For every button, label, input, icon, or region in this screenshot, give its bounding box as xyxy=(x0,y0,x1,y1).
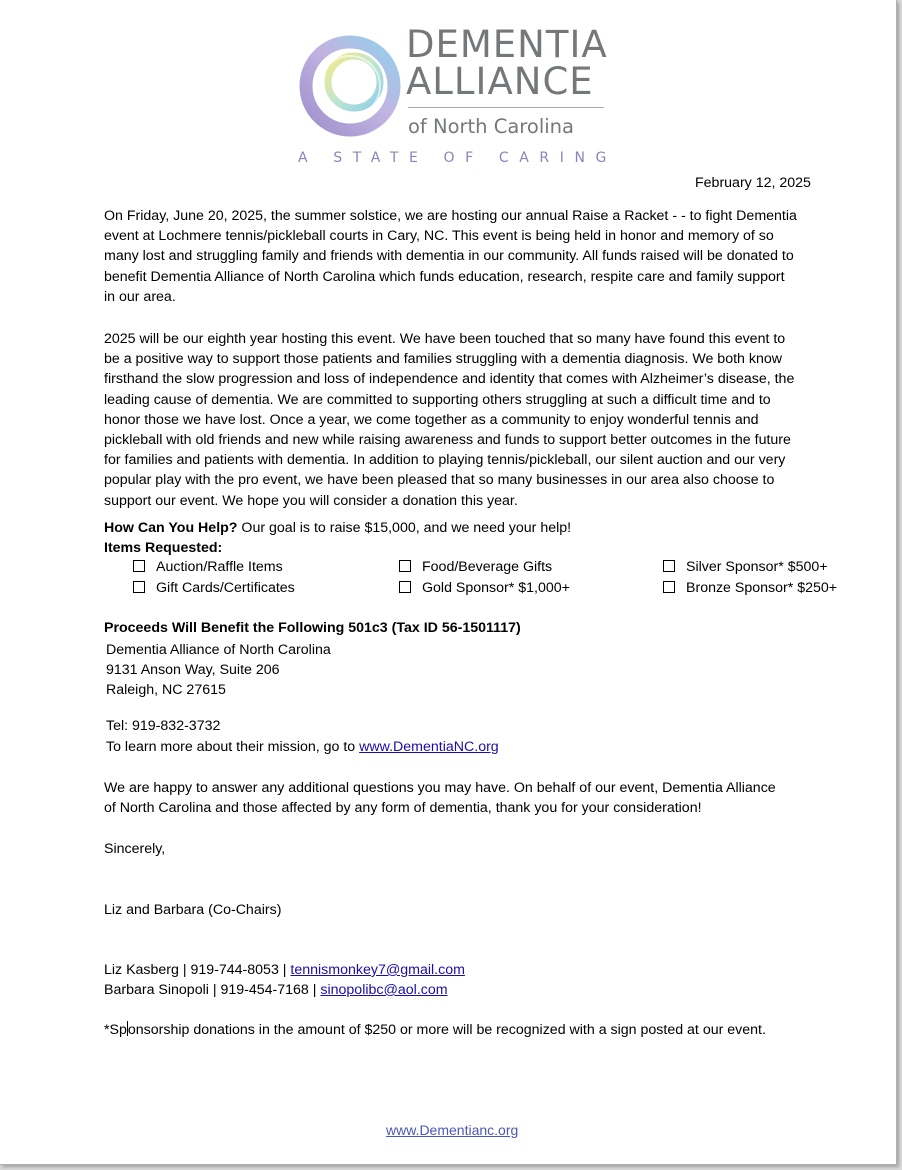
closing-line: We are happy to answer any additional questions you may have. On behalf of our event, Dementia Alliance xyxy=(104,780,776,796)
closing-line: of North Carolina and those affected by any form of dementia, thank you for your consideration! xyxy=(104,800,702,817)
history-line: be a positive way to support those patients and families struggling with a dementia diagnosis. We both know xyxy=(104,351,782,368)
intro-line: in our area. xyxy=(104,288,176,305)
history-line: firsthand the slow progression and loss of independence and identity that comes with Alzheimer’s disease, the xyxy=(104,371,795,388)
history-line: honor those we have lost. Once a year, we come together as a community to enjoy wonderful tennis and xyxy=(104,411,759,428)
item-label: Food/Beverage Gifts xyxy=(422,559,553,575)
logo-name-line2: ALLIANCE xyxy=(406,60,594,103)
checkbox-icon[interactable] xyxy=(663,560,675,572)
closing-paragraph xyxy=(104,778,816,818)
telephone: Tel: 919-832-3732 xyxy=(106,718,221,734)
logo-tagline: A STATE OF CARING xyxy=(298,150,617,166)
intro-line: many lost and struggling family and friends with dementia in our community. All funds raised will be donated to xyxy=(104,248,794,265)
help-text: Our goal is to raise $15,000, and we need your help! xyxy=(237,520,572,536)
checkbox-icon[interactable] xyxy=(399,581,411,593)
beneficiary-heading: Proceeds Will Benefit the Following 501c3 (Tax ID 56-1501117) xyxy=(104,620,521,636)
checkbox-icon[interactable] xyxy=(399,560,411,572)
intro-line: On Friday, June 20, 2025, the summer solstice, we are hosting our annual Raise a Racket - - to fight Dementia xyxy=(104,208,797,224)
item-label: Auction/Raffle Items xyxy=(156,559,283,575)
sincerely: Sincerely, xyxy=(104,841,166,857)
history-line: popular play with the pro event, we have been pleased that so many businesses in our area also choose to xyxy=(104,472,775,489)
email-link[interactable]: sinopolibc@aol.com xyxy=(320,982,448,998)
checkbox-icon[interactable] xyxy=(133,560,145,572)
logo-subtitle: of North Carolina xyxy=(408,115,574,138)
contact-text: Barbara Sinopoli | 919-454-7168 | xyxy=(104,982,321,998)
history-line: support our event. We hope you will consider a donation this year. xyxy=(104,492,518,509)
item-label: Gold Sponsor* $1,000+ xyxy=(422,580,570,596)
contact-liz xyxy=(104,960,465,980)
item-label: Silver Sponsor* $500+ xyxy=(686,559,828,575)
signers: Liz and Barbara (Co-Chairs) xyxy=(104,902,282,918)
email-link[interactable]: tennismonkey7@gmail.com xyxy=(290,962,465,978)
item-silver-sponsor[interactable] xyxy=(663,557,828,577)
items-heading: Items Requested: xyxy=(104,540,223,556)
logo-name-line1: DEMENTIA xyxy=(406,23,608,66)
help-line xyxy=(104,518,571,538)
footnote-text: onsorship donations in the amount of $250 or more will be recognized with a sign posted at our event. xyxy=(127,1022,766,1038)
mission-line xyxy=(106,737,499,757)
item-bronze-sponsor[interactable] xyxy=(663,578,837,598)
intro-line: benefit Dementia Alliance of North Carolina which funds education, research, respite care and family support xyxy=(104,268,785,285)
address-line: Dementia Alliance of North Carolina xyxy=(106,642,331,658)
intro-line: event at Lochmere tennis/pickleball courts in Cary, NC. This event is being held in honor and memory of so xyxy=(104,228,774,245)
item-label: Gift Cards/Certificates xyxy=(156,580,295,596)
history-line: pickleball with old friends and new while raising awareness and funds to support better outcomes in the future xyxy=(104,432,791,449)
history-paragraph xyxy=(104,329,816,511)
logo-divider xyxy=(408,107,604,108)
history-line: leading cause of dementia. We are committed to supporting others struggling at such a difficult time and to xyxy=(104,391,771,408)
contact-text: Liz Kasberg | 919-744-8053 | xyxy=(104,962,291,978)
history-line: for families and patients with dementia. In addition to playing tennis/pickleball, our silent auction and our very xyxy=(104,452,786,469)
contact-barbara xyxy=(104,980,448,1000)
checkbox-icon[interactable] xyxy=(663,581,675,593)
item-label: Bronze Sponsor* $250+ xyxy=(686,580,838,596)
item-gift-cards[interactable] xyxy=(133,578,295,598)
logo-wordmark xyxy=(406,23,608,103)
checkbox-icon[interactable] xyxy=(133,581,145,593)
organization-logo xyxy=(296,23,617,172)
address-line: Raleigh, NC 27615 xyxy=(106,682,226,698)
mission-text: To learn more about their mission, go to xyxy=(106,739,360,755)
help-heading: How Can You Help? xyxy=(104,520,238,536)
mission-link[interactable]: www.DementiaNC.org xyxy=(359,739,499,755)
item-food-beverage[interactable] xyxy=(399,557,552,577)
footnote-prefix: *Sp xyxy=(104,1022,127,1038)
history-line: 2025 will be our eighth year hosting this event. We have been touched that so many have found this event to xyxy=(104,331,786,347)
ring-logo-icon xyxy=(296,32,404,140)
footnote[interactable] xyxy=(104,1020,766,1040)
letter-date: February 12, 2025 xyxy=(695,175,811,191)
item-auction[interactable] xyxy=(133,557,283,577)
item-gold-sponsor[interactable] xyxy=(399,578,570,598)
address-line: 9131 Anson Way, Suite 206 xyxy=(106,662,280,678)
intro-paragraph xyxy=(104,206,816,307)
footer-link[interactable]: www.Dementianc.org xyxy=(386,1122,519,1138)
